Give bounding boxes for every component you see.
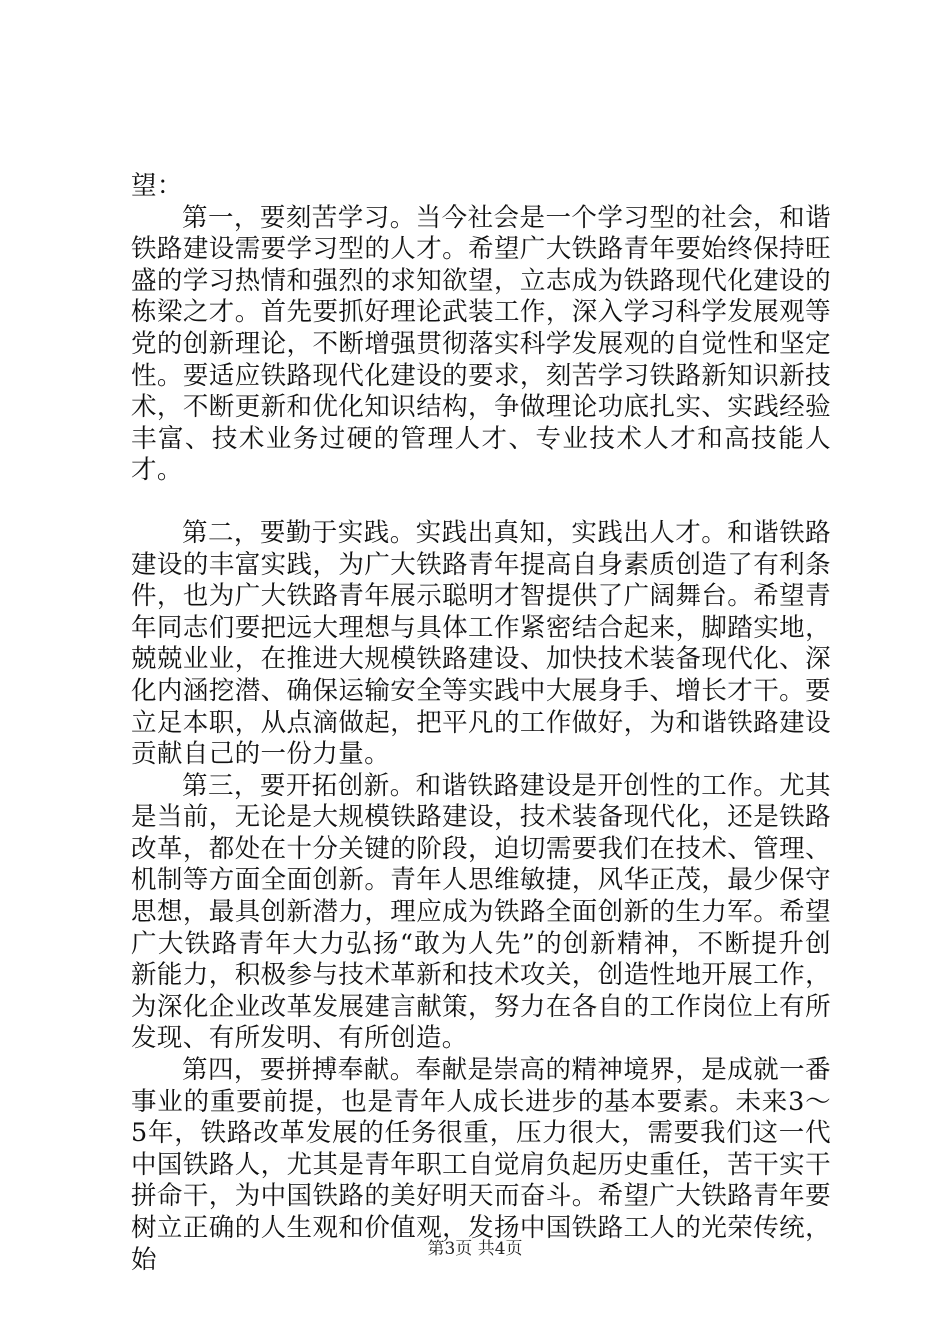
document-body: [131, 171, 831, 1276]
paragraph-innovation: 第三，要开拓创新。和谐铁路建设是开创性的工作。尤其是当前，无论是大规模铁路建设，技术装备现代化，还是铁路改革，都处在十分关键的阶段，迫切需要我们在技术、管理、机制等方面全面创新。青年人思维敏捷，风华正茂，最少保守思想，最具创新潜力，理应成为铁路全面创新的生力军。希望广大铁路青年大力弘扬“敢为人先”的创新精神，不断提升创新能力，积极参与技术革新和技术攻关，创造性地开展工作，为深化企业改革发展建言献策，努力在各自的工作岗位上有所发现、有所发明、有所创造。: [131, 770, 831, 1054]
paragraph-continuation: 望：: [131, 171, 183, 201]
paragraph-dedication: 第四，要拼搏奉献。奉献是崇高的精神境界，是成就一番事业的重要前提，也是青年人成长进步的基本要素。未来3～5年，铁路改革发展的任务很重，压力很大，需要我们这一代中国铁路人，尤其是青年职工自觉肩负起历史重任，苦干实干拼命干，为中国铁路的美好明天而奋斗。希望广大铁路青年要树立正确的人生观和价值观，发扬中国铁路工人的光荣传统，始: [131, 1055, 831, 1275]
paragraph-study: 第一，要刻苦学习。当今社会是一个学习型的社会，和谐铁路建设需要学习型的人才。希望广大铁路青年要始终保持旺盛的学习热情和强烈的求知欲望，立志成为铁路现代化建设的栋梁之才。首先要抓好理论武装工作，深入学习科学发展观等党的创新理论，不断增强贯彻落实科学发展观的自觉性和坚定性。要适应铁路现代化建设的要求，刻苦学习铁路新知识新技术，不断更新和优化知识结构，争做理论功底扎实、实践经验丰富、技术业务过硬的管理人才、专业技术人才和高技能人才。: [131, 202, 831, 486]
page-footer: 第3页 共4页: [427, 1239, 523, 1259]
paragraph-practice: 第二，要勤于实践。实践出真知，实践出人才。和谐铁路建设的丰富实践，为广大铁路青年提高自身素质创造了有利条件，也为广大铁路青年展示聪明才智提供了广阔舞台。希望青年同志们要把远大理想与具体工作紧密结合起来，脚踏实地，兢兢业业，在推进大规模铁路建设、加快技术装备现代化、深化内涵挖潜、确保运输安全等实践中大展身手、增长才干。要立足本职，从点滴做起，把平凡的工作做好，为和谐铁路建设贡献自己的一份力量。: [131, 517, 831, 770]
